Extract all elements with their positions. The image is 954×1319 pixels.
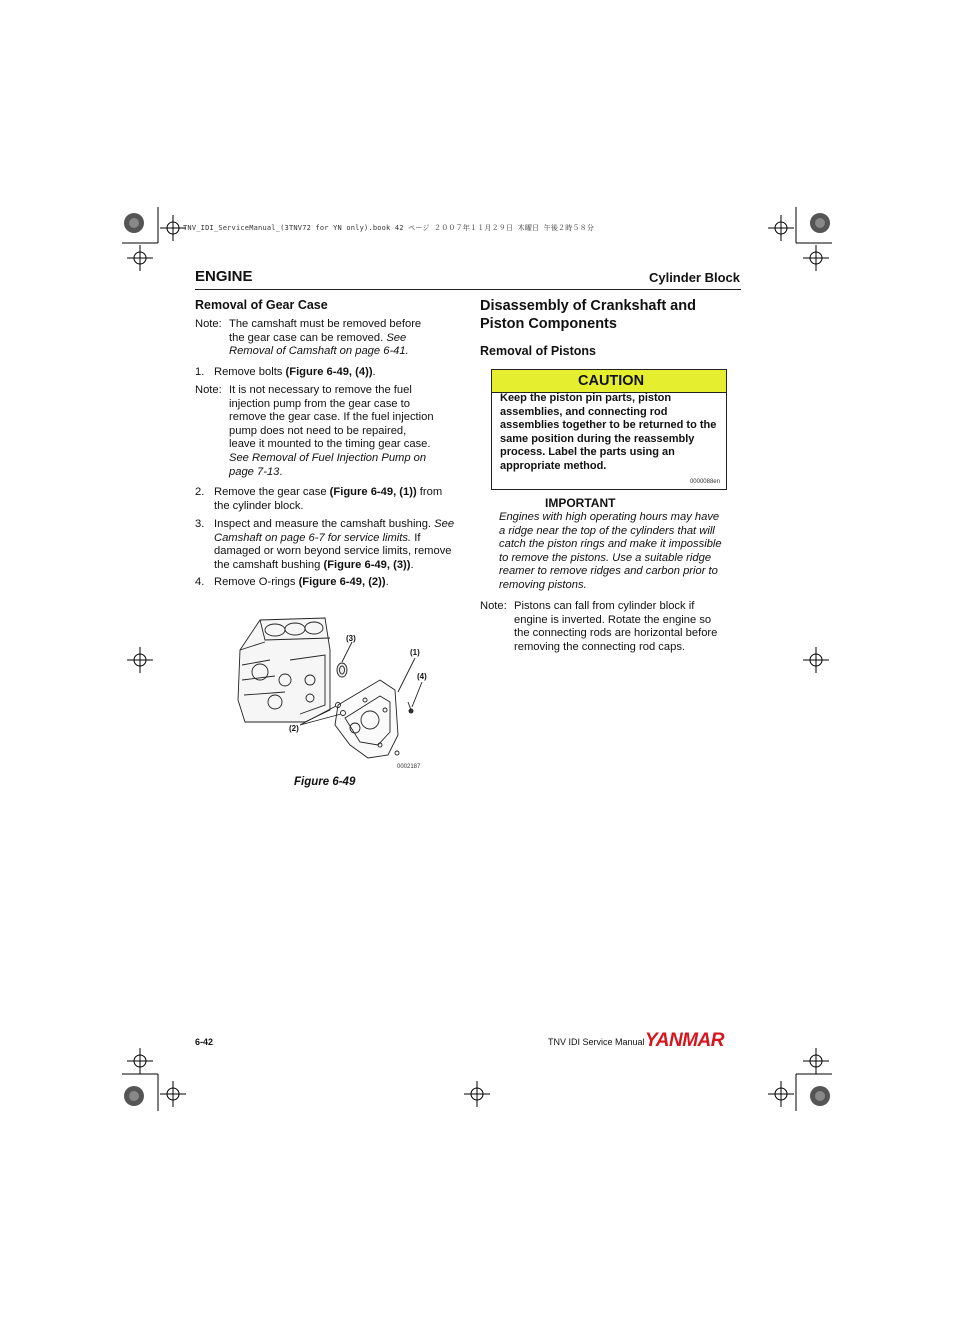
header-rule — [195, 289, 741, 290]
note-fuel-pump: Note: It is not necessary to remove the fuel injection pump from the gear case to remove the gear case. If the fuel injection pump does not need to be repaired, leave it mounted to the timing gear case. See Removal of Fuel Injection Pump on page 7-13. — [195, 384, 434, 478]
heading-removal-gear-case: Removal of Gear Case — [195, 298, 328, 312]
caution-label: CAUTION — [492, 370, 726, 393]
callout-2: (2) — [289, 724, 299, 733]
page-number: 6-42 — [195, 1037, 214, 1047]
step-2: 2. Remove the gear case (Figure 6-49, (1)) from the cylinder block. — [195, 486, 443, 512]
callout-3: (3) — [346, 634, 356, 643]
important-text: Engines with high operating hours may have a ridge near the top of the cylinders that will catch the piston rings and make it impossible to remove the pistons. Use a suitable ridge reamer to remove ridges and carbon prior to removing pistons. — [499, 511, 722, 591]
callout-4: (4) — [417, 672, 427, 681]
heading-disassembly: Disassembly of Crankshaft and Piston Components — [480, 298, 696, 332]
note-pistons: Note: Pistons can fall from cylinder block if engine is inverted. Rotate the engine so the connecting rods are horizontal before removing the connecting rod caps. — [480, 600, 718, 653]
note-body: The camshaft must be removed before the gear case can be removed. See Removal of Camshaft on page 6-41. — [229, 318, 422, 358]
figure-code: 0002187 — [397, 764, 421, 770]
step-4: 4. Remove O-rings (Figure 6-49, (2)). — [195, 576, 389, 588]
step-1: 1. Remove bolts (Figure 6-49, (4)). — [195, 366, 376, 378]
print-header: TNV_IDI_ServiceManual_(3TNV72 for YN only).book 42 ページ ２００７年１１月２９日 木曜日 午後２時５８分 — [183, 224, 595, 232]
subsection-title: Cylinder Block — [648, 270, 740, 285]
caution-box — [491, 369, 727, 490]
figure-6-49 — [230, 610, 430, 775]
cross-reference: See Removal of Fuel Injection Pump on page 7-13 — [229, 451, 427, 478]
callout-1: (1) — [410, 648, 420, 657]
cross-reference: See Camshaft on page 6-7 for service limits. — [214, 518, 455, 544]
heading-removal-pistons: Removal of Pistons — [480, 344, 596, 358]
yanmar-logo: YANMAR — [645, 1030, 724, 1051]
manual-title: TNV IDI Service Manual — [548, 1037, 645, 1047]
engine-gear-case-illustration — [230, 610, 430, 775]
note-camshaft — [195, 318, 457, 360]
section-title: ENGINE — [195, 268, 253, 285]
step-3: 3. Inspect and measure the camshaft bushing. See Camshaft on page 6-7 for service limits. If damaged or worn beyond service limits, remove the camshaft bushing (Figure 6-49, (3)). — [195, 518, 455, 571]
important-label: IMPORTANT — [545, 496, 616, 510]
cross-reference: See Removal of Camshaft on page 6-41. — [229, 331, 409, 358]
caution-code: 0000088en — [689, 479, 720, 485]
figure-caption: Figure 6-49 — [294, 776, 356, 788]
caution-text: Keep the piston pin parts, piston assemblies, and connecting rod assemblies together to be returned to the same position during the reassembly process. Label the parts using an appropriate method. — [500, 392, 717, 472]
note-label: Note: — [195, 318, 222, 330]
